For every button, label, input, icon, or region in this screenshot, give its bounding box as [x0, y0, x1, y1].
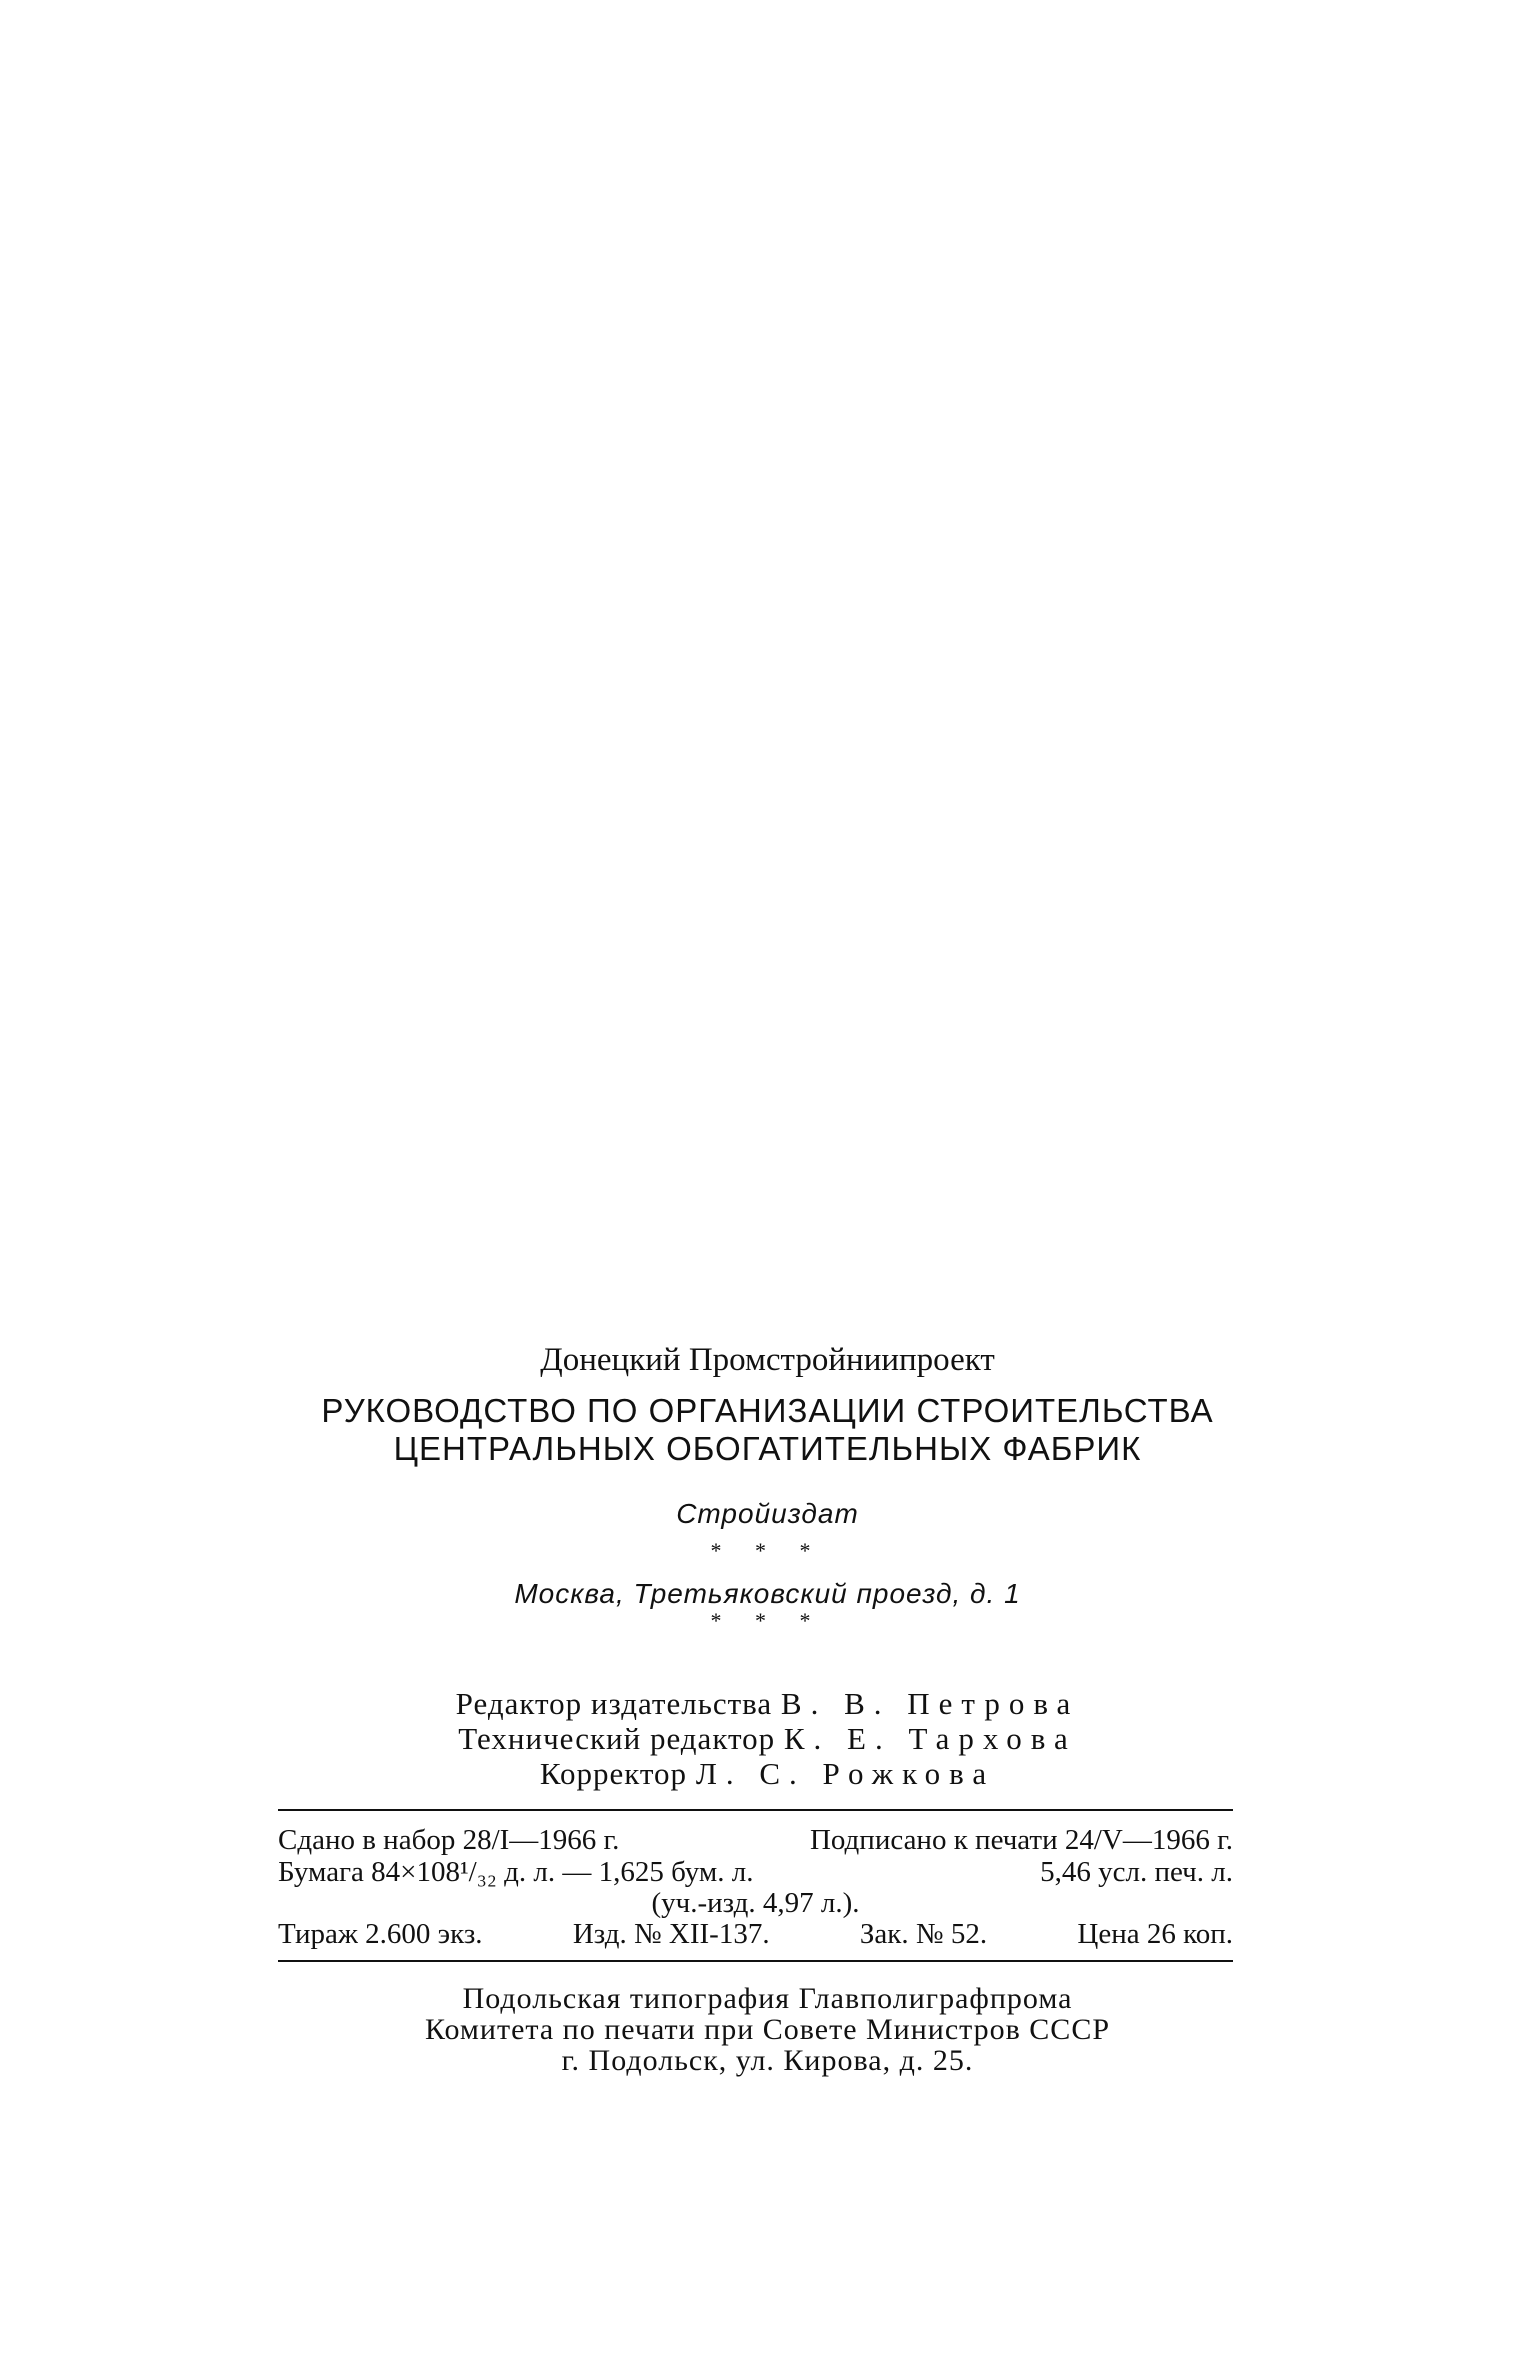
- separator-stars-top: * * *: [710, 1538, 825, 1563]
- imprint-row-run: [278, 1920, 1233, 1949]
- print-sheets: 5,46 усл. печ. л.: [1040, 1856, 1233, 1888]
- print-run: Тираж 2.600 экз.: [278, 1918, 483, 1950]
- book-title-line-1: РУКОВОДСТВО ПО ОРГАНИЗАЦИИ СТРОИТЕЛЬСТВА: [321, 1392, 1214, 1429]
- imprint-row-paper: [278, 1858, 1233, 1887]
- edition-sheets: (уч.-изд. 4,97 л.).: [651, 1887, 860, 1919]
- divider-bottom: [278, 1960, 1233, 1962]
- divider-top: [278, 1809, 1233, 1811]
- book-title-line-2: ЦЕНТРАЛЬНЫХ ОБОГАТИТЕЛЬНЫХ ФАБРИК: [393, 1430, 1142, 1467]
- price: Цена 26 коп.: [1077, 1918, 1233, 1950]
- credit-role: Редактор издательства: [455, 1686, 773, 1721]
- order-number: Зак. № 52.: [859, 1918, 988, 1950]
- credit-name: В. В. Петрова: [780, 1686, 1080, 1721]
- printer-line-3: г. Подольск, ул. Кирова, д. 25.: [561, 2044, 974, 2077]
- credit-name: Л. С. Рожкова: [695, 1756, 996, 1791]
- printer-line-1: Подольская типография Главполиграфпрома: [462, 1982, 1073, 2015]
- submitted-date: Сдано в набор 28/I—1966 г.: [278, 1824, 620, 1856]
- credit-proofreader: [0, 1758, 1535, 1789]
- publisher-name: Стройиздат: [676, 1498, 859, 1529]
- credit-role: Технический редактор: [458, 1721, 776, 1756]
- credit-role: Корректор: [539, 1756, 688, 1791]
- printer-line-2: Комитета по печати при Совете Министров СССР: [424, 2013, 1111, 2046]
- imprint-row-edition-sheets: [278, 1889, 1233, 1918]
- credit-editor: [0, 1688, 1535, 1719]
- organization-name: Донецкий Промстройниипроект: [540, 1342, 995, 1378]
- credit-name: К. Е. Тархова: [783, 1721, 1077, 1756]
- paper-format: Бумага 84×108¹/₃₂ д. л. — 1,625 бум. л.: [278, 1856, 754, 1888]
- separator-stars-bottom: * * *: [710, 1608, 825, 1633]
- credit-technical-editor: [0, 1723, 1535, 1754]
- publication-number: Изд. № XII-137.: [572, 1918, 770, 1950]
- imprint-row-dates: [278, 1826, 1233, 1855]
- signed-date: Подписано к печати 24/V—1966 г.: [809, 1824, 1233, 1856]
- publisher-address: Москва, Третьяковский проезд, д. 1: [514, 1578, 1021, 1609]
